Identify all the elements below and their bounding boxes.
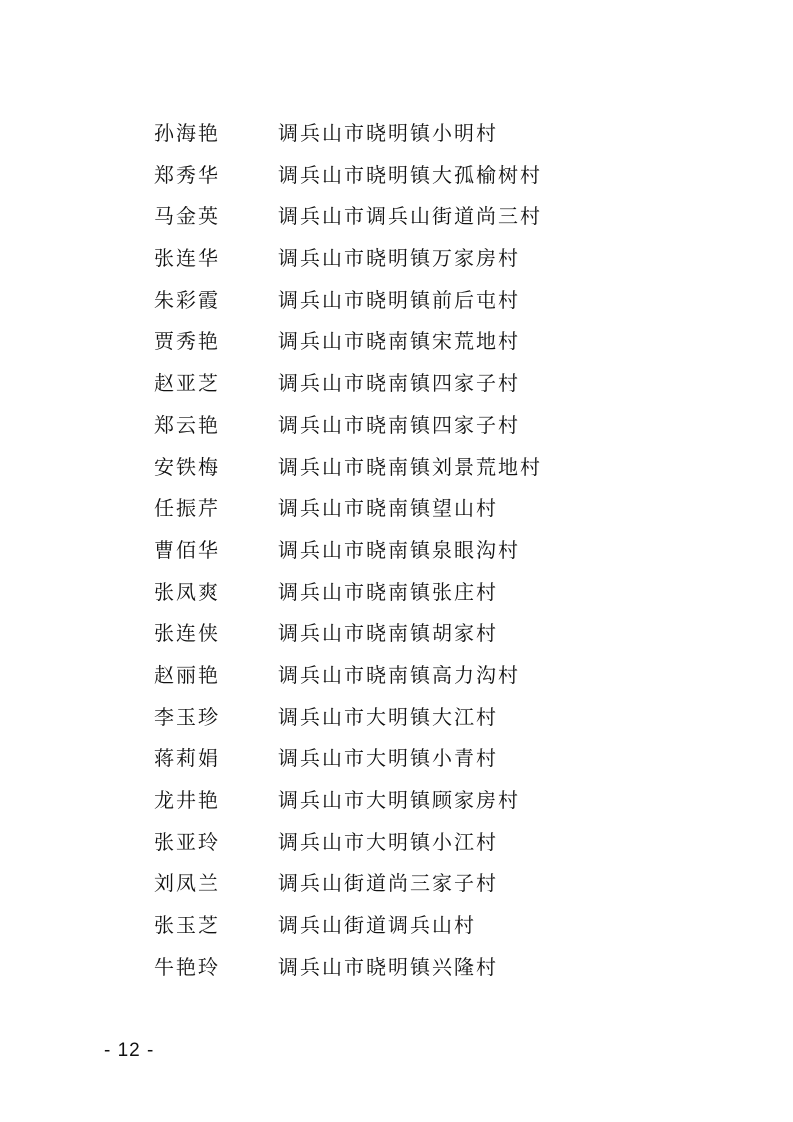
list-item — [0, 196, 793, 238]
person-name: 赵亚芝 — [154, 371, 220, 396]
list-item — [0, 363, 793, 405]
village-address: 调兵山市晓南镇泉眼沟村 — [278, 537, 520, 562]
person-name: 张亚玲 — [154, 829, 220, 854]
village-address: 调兵山市晓南镇刘景荒地村 — [278, 454, 542, 479]
village-address: 调兵山市晓明镇兴隆村 — [278, 954, 498, 979]
list-item — [0, 321, 793, 363]
list-item — [0, 738, 793, 780]
village-address: 调兵山市晓明镇前后屯村 — [278, 287, 520, 312]
list-item — [0, 113, 793, 155]
person-name: 任振芹 — [154, 496, 220, 521]
list-item — [0, 280, 793, 322]
list-item — [0, 863, 793, 905]
village-address: 调兵山市晓南镇胡家村 — [278, 621, 498, 646]
person-name: 李玉珍 — [154, 704, 220, 729]
village-address: 调兵山市晓明镇万家房村 — [278, 246, 520, 271]
person-name: 蒋莉娟 — [154, 746, 220, 771]
list-item — [0, 905, 793, 947]
village-address: 调兵山街道调兵山村 — [278, 913, 476, 938]
village-address: 调兵山街道尚三家子村 — [278, 871, 498, 896]
village-address: 调兵山市晓南镇望山村 — [278, 496, 498, 521]
person-name: 张凤爽 — [154, 579, 220, 604]
village-address: 调兵山市晓南镇四家子村 — [278, 412, 520, 437]
village-address: 调兵山市晓南镇高力沟村 — [278, 662, 520, 687]
person-name: 张连华 — [154, 246, 220, 271]
village-address: 调兵山市晓明镇小明村 — [278, 121, 498, 145]
village-address: 调兵山市晓南镇四家子村 — [278, 371, 520, 396]
list-item — [0, 655, 793, 697]
person-name: 孙海艳 — [154, 121, 220, 145]
list-item — [0, 447, 793, 489]
list-item — [0, 822, 793, 864]
village-address: 调兵山市晓南镇宋荒地村 — [278, 329, 520, 354]
village-address: 调兵山市大明镇小江村 — [278, 829, 498, 854]
village-address: 调兵山市晓明镇大孤榆树村 — [278, 162, 542, 187]
village-address: 调兵山市晓南镇张庄村 — [278, 579, 498, 604]
list-item — [0, 530, 793, 572]
village-address: 调兵山市调兵山街道尚三村 — [278, 204, 542, 229]
list-item — [0, 572, 793, 614]
list-item — [0, 780, 793, 822]
person-name: 郑秀华 — [154, 162, 220, 187]
list-item — [0, 155, 793, 197]
name-address-list — [0, 113, 793, 988]
village-address: 调兵山市大明镇顾家房村 — [278, 788, 520, 812]
list-item — [0, 488, 793, 530]
person-name: 曹佰华 — [154, 537, 220, 562]
person-name: 牛艳玲 — [154, 954, 220, 979]
person-name: 刘凤兰 — [154, 871, 220, 896]
person-name: 贾秀艳 — [154, 329, 220, 354]
person-name: 郑云艳 — [154, 412, 220, 437]
person-name: 朱彩霞 — [154, 287, 220, 312]
village-address: 调兵山市大明镇小青村 — [278, 746, 498, 771]
person-name: 张连侠 — [154, 621, 220, 646]
list-item — [0, 613, 793, 655]
village-address: 调兵山市大明镇大江村 — [278, 704, 498, 729]
list-item — [0, 405, 793, 447]
person-name: 马金英 — [154, 204, 220, 229]
person-name: 张玉芝 — [154, 913, 220, 938]
list-item — [0, 697, 793, 739]
page-number: - 12 - — [104, 1040, 155, 1061]
list-item — [0, 238, 793, 280]
person-name: 赵丽艳 — [154, 662, 220, 687]
person-name: 安铁梅 — [154, 454, 220, 479]
person-name: 龙井艳 — [154, 788, 220, 812]
list-item — [0, 947, 793, 989]
